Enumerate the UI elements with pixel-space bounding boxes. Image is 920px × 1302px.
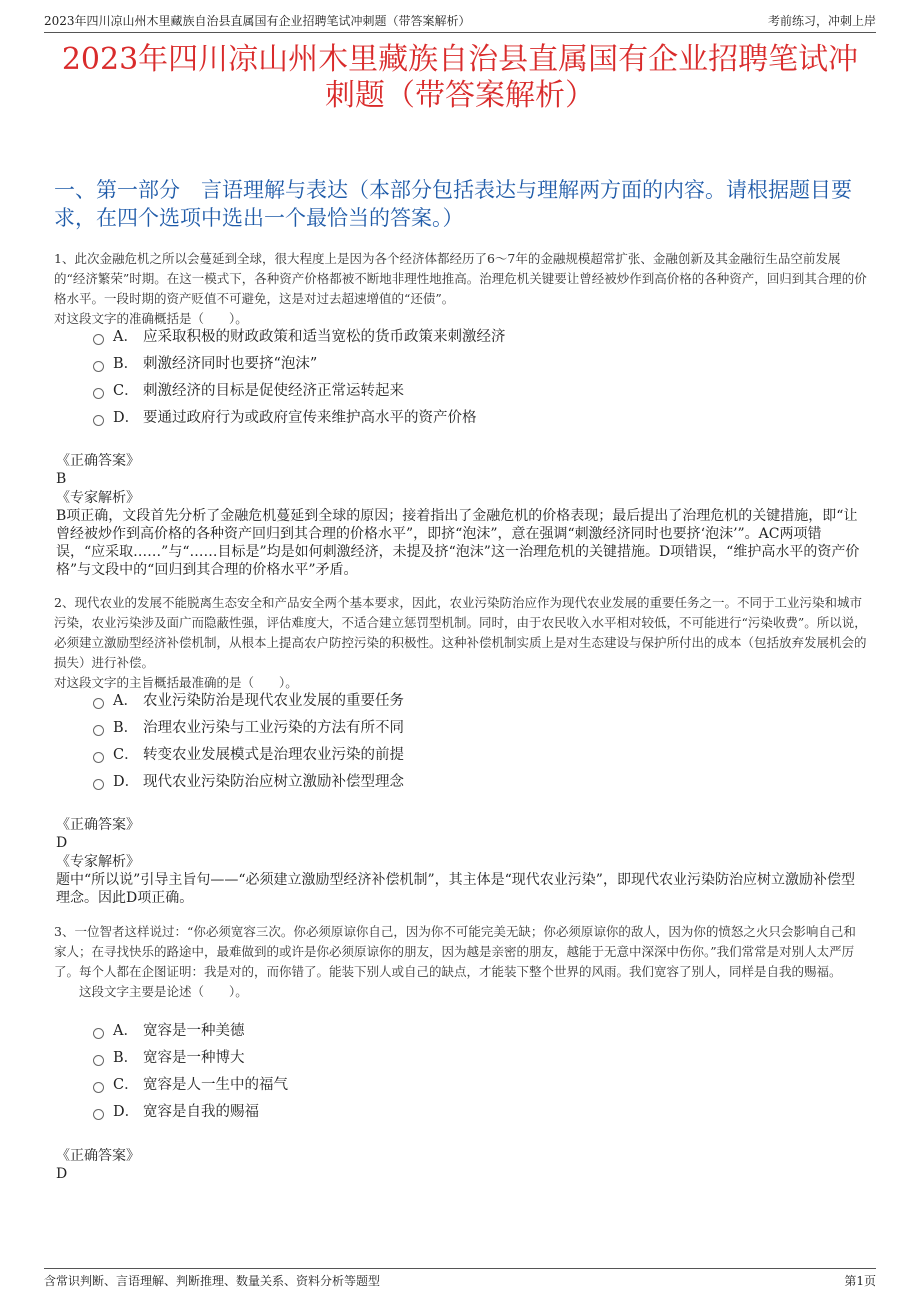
option-a[interactable]: A． 应采取积极的财政政策和适当宽松的货币政策来刺激经济 bbox=[93, 324, 506, 351]
question-stem: 3、一位智者这样说过：“你必须宽容三次。你必须原谅你自己，因为你不可能完美无缺；你必须原谅你的敌人，因为你的愤怒之火只会影响自己和家人；在寻找快乐的路途中，最难做到的或许是你必须原谅你的朋友，因为越是亲密的朋友，越能于无意中深深中伤你。”我们常常是对别人太严厉了。每个人都在企图证明：我是对的，而你错了。能装下别人或自己的缺点，才能装下整个世界的风雨。我们宽容了别人，同样是自我的赐福。 bbox=[54, 924, 856, 979]
question-3-answer bbox=[56, 1147, 140, 1183]
option-a[interactable]: A． 宽容是一种美德 bbox=[93, 1018, 288, 1045]
option-d[interactable]: D． 宽容是自我的赐福 bbox=[93, 1099, 288, 1126]
option-a[interactable]: A． 农业污染防治是现代农业发展的重要任务 bbox=[93, 688, 404, 715]
question-2-options bbox=[93, 688, 404, 796]
option-b[interactable]: B． 宽容是一种博大 bbox=[93, 1045, 288, 1072]
question-stem: 1、此次金融危机之所以会蔓延到全球，很大程度上是因为各个经济体都经历了6～7年的金融规模超常扩张、金融创新及其金融衍生品空前发展的“经济繁荣”时期。在这一模式下，各种资产价格都被不断地非理性地推高。治理危机关键要让曾经被炒作到高价格的各种资产，回归到其合理的价格水平。一段时期的资产贬值不可避免，这是对过去超速增值的“还债”。 bbox=[54, 251, 867, 306]
header-slogan: 考前练习，冲刺上岸 bbox=[767, 14, 876, 28]
option-b[interactable]: B． 治理农业污染与工业污染的方法有所不同 bbox=[93, 715, 404, 742]
answer-value: B bbox=[56, 471, 67, 487]
radio-icon[interactable] bbox=[93, 1082, 104, 1093]
radio-icon[interactable] bbox=[93, 1028, 104, 1039]
question-1-options bbox=[93, 324, 506, 432]
page-header bbox=[44, 10, 876, 33]
header-doc-title: 2023年四川凉山州木里藏族自治县直属国有企业招聘笔试冲刺题（带答案解析） bbox=[44, 14, 471, 28]
radio-icon[interactable] bbox=[93, 725, 104, 736]
answer-value: D bbox=[56, 1166, 68, 1182]
radio-icon[interactable] bbox=[93, 779, 104, 790]
option-c[interactable]: C． 转变农业发展模式是治理农业污染的前提 bbox=[93, 742, 404, 769]
option-d[interactable]: D． 现代农业污染防治应树立激励补偿型理念 bbox=[93, 769, 404, 796]
page-number: 第1页 bbox=[844, 1274, 876, 1288]
footer-note: 含常识判断、言语理解、判断推理、数量关系、资料分析等题型 bbox=[44, 1274, 381, 1288]
answer-label: 《正确答案》 bbox=[56, 1148, 140, 1164]
page-footer bbox=[44, 1268, 876, 1291]
question-2 bbox=[54, 593, 868, 693]
question-2-answer bbox=[56, 816, 140, 852]
analysis-label: 《专家解析》 bbox=[56, 854, 140, 870]
question-prompt: 对这段文字的主旨概括最准确的是（ ）。 bbox=[54, 675, 298, 690]
question-1-analysis bbox=[56, 489, 868, 579]
answer-label: 《正确答案》 bbox=[56, 453, 140, 469]
option-c[interactable]: C． 宽容是人一生中的福气 bbox=[93, 1072, 288, 1099]
analysis-text: 题中“所以说”引导主旨句——“必须建立激励型经济补偿机制”，其主体是“现代农业污染”，即现代农业污染防治应树立激励补偿型理念。因此D项正确。 bbox=[56, 872, 855, 906]
analysis-label: 《专家解析》 bbox=[56, 490, 140, 506]
radio-icon[interactable] bbox=[93, 415, 104, 426]
question-3 bbox=[54, 922, 868, 1002]
option-d[interactable]: D． 要通过政府行为或政府宣传来维护高水平的资产价格 bbox=[93, 405, 506, 432]
page-title: 2023年四川凉山州木里藏族自治县直属国有企业招聘笔试冲刺题（带答案解析） bbox=[61, 42, 859, 113]
radio-icon[interactable] bbox=[93, 752, 104, 763]
radio-icon[interactable] bbox=[93, 1109, 104, 1120]
option-c[interactable]: C． 刺激经济的目标是促使经济正常运转起来 bbox=[93, 378, 506, 405]
answer-label: 《正确答案》 bbox=[56, 817, 140, 833]
question-stem: 2、现代农业的发展不能脱离生态安全和产品安全两个基本要求，因此，农业污染防治应作为现代农业发展的重要任务之一。不同于工业污染和城市污染，农业污染涉及面广而隐蔽性强，评估难度大，不适合建立惩罚型机制。同时，由于农民收入水平相对较低，不可能进行“污染收费”。所以说，必须建立激励型经济补偿机制，从根本上提高农户防控污染的积极性。这种补偿机制实质上是对生态建设与保护所付出的成本（包括放弃发展机会的损失）进行补偿。 bbox=[54, 595, 867, 670]
analysis-text: B项正确，文段首先分析了金融危机蔓延到全球的原因；接着指出了金融危机的价格表现；最后提出了治理危机的关键措施，即“让曾经被炒作到高价格的各种资产回归到其合理的价格水平”，即挤“泡沫”，意在强调“刺激经济同时也要挤‘泡沫’”。AC两项错误，“应采取……”与“……目标是”均是如何刺激经济，未提及挤“泡沫”这一治理危机的关键措施。D项错误，“维护高水平的资产价格”与文段中的“回归到其合理的价格水平”矛盾。 bbox=[56, 508, 860, 578]
question-prompt: 这段文字主要是论述（ ）。 bbox=[79, 984, 248, 999]
question-2-analysis bbox=[56, 853, 868, 907]
radio-icon[interactable] bbox=[93, 698, 104, 709]
question-3-options bbox=[93, 1018, 288, 1126]
question-1 bbox=[54, 249, 868, 329]
question-1-answer bbox=[56, 452, 140, 488]
radio-icon[interactable] bbox=[93, 1055, 104, 1066]
answer-value: D bbox=[56, 835, 68, 851]
question-prompt: 对这段文字的准确概括是（ ）。 bbox=[54, 311, 248, 326]
radio-icon[interactable] bbox=[93, 334, 104, 345]
radio-icon[interactable] bbox=[93, 361, 104, 372]
section-heading: 一、第一部分 言语理解与表达（本部分包括表达与理解两方面的内容。请根据题目要求，在四个选项中选出一个最恰当的答案。） bbox=[54, 178, 852, 230]
option-b[interactable]: B． 刺激经济同时也要挤“泡沫” bbox=[93, 351, 506, 378]
radio-icon[interactable] bbox=[93, 388, 104, 399]
